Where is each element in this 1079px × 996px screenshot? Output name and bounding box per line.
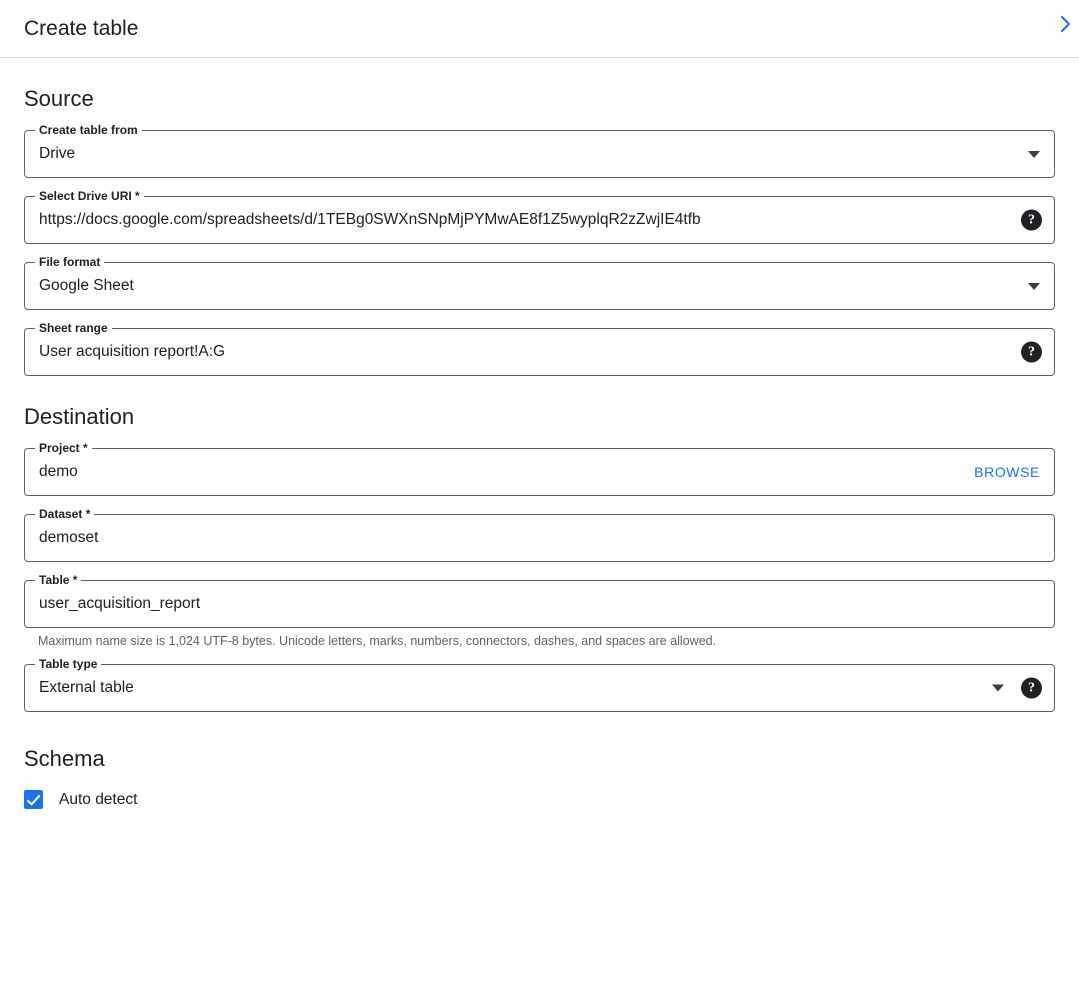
table-name-input[interactable] <box>24 573 1055 628</box>
dataset-label: Dataset * <box>35 507 94 521</box>
drive-uri-label: Select Drive URI * <box>35 189 144 203</box>
sheet-range-label: Sheet range <box>35 321 112 335</box>
project-value: demo <box>39 463 78 480</box>
dialog-header <box>0 0 1079 58</box>
file-format-label: File format <box>35 255 104 269</box>
chevron-right-icon[interactable] <box>1051 8 1079 40</box>
create-table-from-select[interactable] <box>24 123 1055 178</box>
chevron-down-icon[interactable] <box>1028 283 1040 290</box>
page-title: Create table <box>24 16 139 40</box>
create-table-from-value: Drive <box>39 145 76 162</box>
sheet-range-value: User acquisition report!A:G <box>39 343 226 360</box>
auto-detect-row[interactable] <box>24 790 1055 809</box>
create-table-form <box>0 86 1079 809</box>
chevron-down-icon[interactable] <box>1028 151 1040 158</box>
table-type-value: External table <box>39 679 134 696</box>
source-section-title: Source <box>24 86 94 111</box>
table-name-value: user_acquisition_report <box>39 595 201 612</box>
table-name-label: Table * <box>35 573 81 587</box>
drive-uri-input[interactable] <box>24 189 1055 244</box>
auto-detect-checkbox[interactable] <box>24 790 43 809</box>
file-format-select[interactable] <box>24 255 1055 310</box>
dataset-input[interactable] <box>24 507 1055 562</box>
chevron-down-icon[interactable] <box>992 685 1004 692</box>
help-icon[interactable]: ? <box>1021 210 1042 231</box>
drive-uri-value: https://docs.google.com/spreadsheets/d/1TEBg0SWXnSNpMjPYMwAE8f1Z5wyplqR2zZwjIE4tfb <box>39 211 701 228</box>
auto-detect-label: Auto detect <box>59 790 138 808</box>
dataset-value: demoset <box>39 529 99 546</box>
help-icon[interactable]: ? <box>1021 342 1042 363</box>
table-name-helper-text: Maximum name size is 1,024 UTF-8 bytes. Unicode letters, marks, numbers, connectors, dashes, and spaces are allowed. <box>38 634 717 648</box>
browse-button[interactable]: BROWSE <box>974 464 1040 480</box>
table-type-label: Table type <box>35 657 101 671</box>
project-input[interactable] <box>24 441 1055 496</box>
table-type-select[interactable] <box>24 657 1055 712</box>
destination-section-title: Destination <box>24 404 135 429</box>
help-icon[interactable]: ? <box>1021 678 1042 699</box>
file-format-value: Google Sheet <box>39 277 134 294</box>
project-label: Project * <box>35 441 92 455</box>
create-table-from-label: Create table from <box>35 123 142 137</box>
sheet-range-input[interactable] <box>24 321 1055 376</box>
schema-section-title: Schema <box>24 746 105 771</box>
